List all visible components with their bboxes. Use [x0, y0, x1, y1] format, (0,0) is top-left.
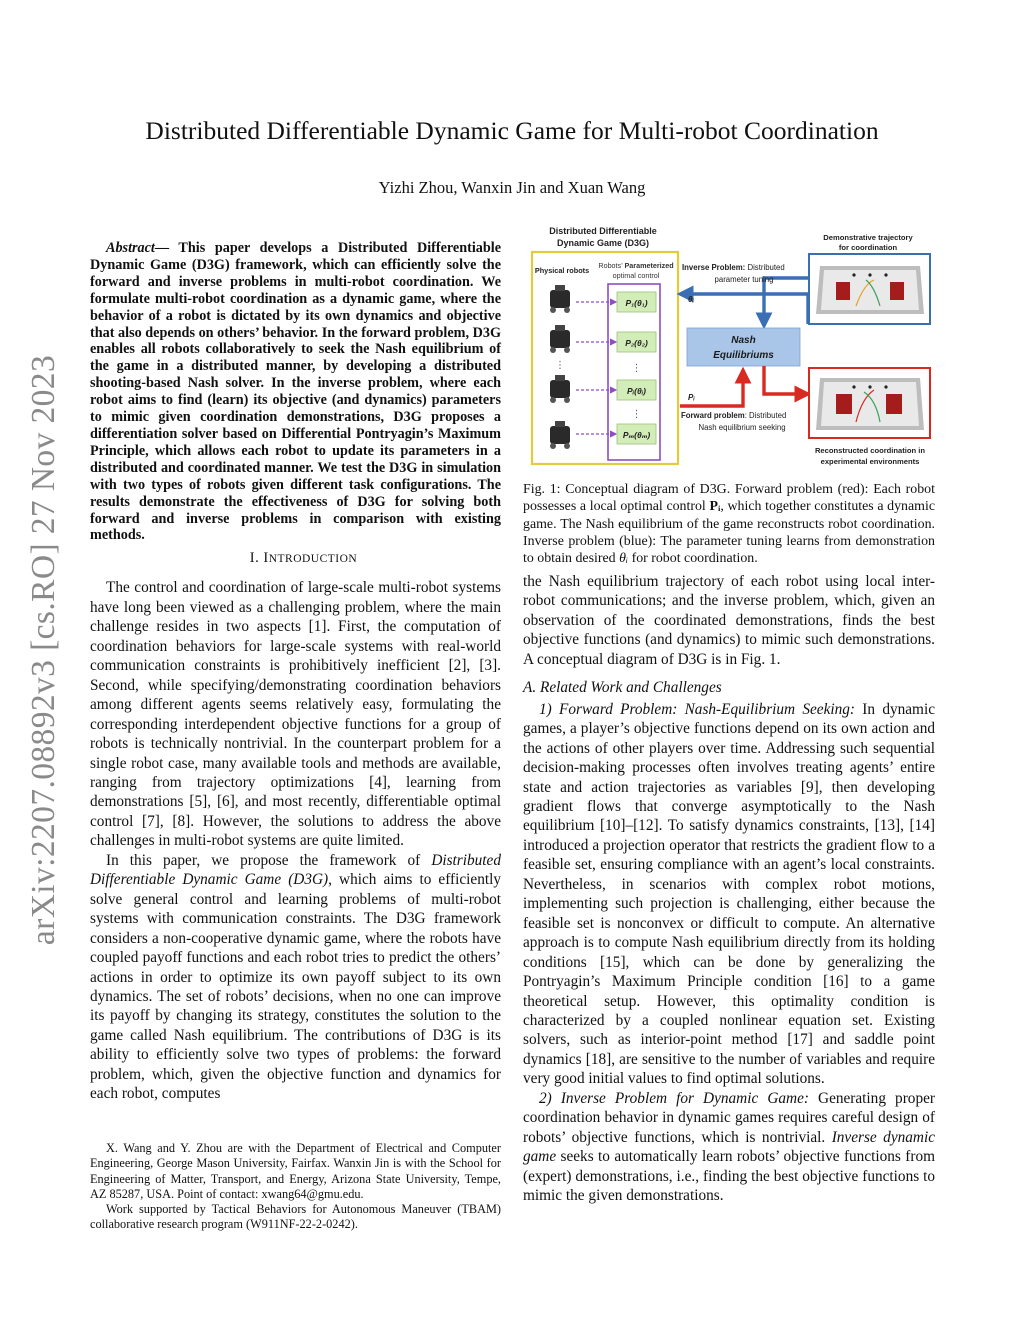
- reconstruction-scene-image: [809, 368, 930, 438]
- recon-title-line1: Reconstructed coordination in: [814, 446, 926, 455]
- figure-1-caption: Fig. 1: Conceptual diagram of D3G. Forward problem (red): Each robot possesses a local optimal control Pᵢ, which together constitutes a dynamic game. The Nash equilibrium of the game reconstructs robot coordination. Inverse problem (blue): The parameter tuning learns from demonstration to obtain desired θᵢ for robot coordination.: [523, 482, 935, 567]
- arxiv-identifier: [14, 350, 74, 950]
- arxiv-identifier-text: arXiv:2207.08892v3 [cs.RO] 27 Nov 2023: [25, 354, 62, 946]
- nash-label-line2: Equilibriums: [713, 350, 774, 361]
- theta-label: θᵢ: [688, 295, 694, 304]
- related-inverse-paragraph: 2) Inverse Problem for Dynamic Game: Generating proper coordination behavior in dynamic games requires careful design of robots’ objective functions, which is nontrivial. Inverse dynamic game seeks to automatically learn robots’ objective functions from (expert) demonstrations, i.e., finding the best objective functions to mimic the given demonstrations.: [523, 1089, 935, 1205]
- demonstration-scene-image: [809, 254, 930, 324]
- robot-2: [550, 325, 570, 353]
- forward-arrow-to-recon: [764, 366, 808, 394]
- right-column-text: [523, 572, 935, 1206]
- svg-text:⋮: ⋮: [631, 363, 642, 374]
- footnote: [90, 1141, 501, 1233]
- nash-label-line1: Nash: [731, 335, 756, 346]
- control-box-m: [617, 424, 656, 444]
- footnote-funding: Work supported by Tactical Behaviors for Autonomous Maneuver (TBAM) collaborative research program (W911NF-22-2-0242).: [90, 1202, 501, 1232]
- intro-paragraph-2: In this paper, we propose the framework of Distributed Differentiable Dynamic Game (D3G), which aims to efficiently solve general control and learning problems of multi-robot systems with communication constraints. The D3G framework considers a non-cooperative dynamic game, where the robots have coupled payoff functions and each robot tries to predict the others’ actions in order to optimize its own payoff subject to its own dynamics. The set of robots’ decisions, when no one can improve its payoff by changing its strategy, constitutes the solution to the game called Nash equilibrium. The contributions of D3G is its ability to efficiently solve two types of problems: the forward problem, which, given the objective function and dynamics for each robot, computes: [90, 851, 501, 1103]
- robot-i: [550, 375, 570, 403]
- control-box-i: [617, 380, 656, 400]
- section-heading-introduction: I. INTRODUCTION: [249, 550, 358, 566]
- inverse-arrow-to-params: [680, 294, 808, 324]
- demo-title-line1: Demonstrative trajectory: [823, 233, 913, 242]
- intro-paragraph-3: the Nash equilibrium trajectory of each robot using local inter-robot communications; and the inverse problem, which, given an observation of the coordinated demonstrations, finds the best objective functions (and dynamics) to mimic such demonstrations. A conceptual diagram of D3G is in Fig. 1.: [523, 573, 935, 668]
- robot-1: [550, 285, 570, 313]
- control-box-2: [617, 332, 656, 352]
- robot-m: [550, 421, 570, 449]
- forward-label-line2: Nash equilibrium seeking: [698, 423, 786, 432]
- intro-paragraph-1: The control and coordination of large-scale multi-robot systems have long been viewed as a challenging problem, where the main challenge resides in two aspects [1]. First, the computation of coordination behaviors for large-scale systems with real-world communication constraints is prohibitively inefficient [2], [3]. Second, while specifying/demonstrating coordination behaviors among different agents seems relatively easy, formulating the corresponding interdependent objective functions for a group of robots is technically nontrivial. In the counterpart problem for a single robot case, many available tools and methods are available, ranging from trajectory optimizations [4], learning from demonstrations [5], [6], and most recently, differentiable optimal control [7], [8]. However, the solutions to address the above challenges in multi-robot systems are quite limited.: [90, 579, 501, 850]
- svg-text:P₁(θ₁): P₁(θ₁): [625, 298, 648, 308]
- caption-label: Fig. 1:: [523, 482, 561, 497]
- abstract-text: — This paper develops a Distributed Differentiable Dynamic Game (D3G) framework, which can efficiently solve the forward and inverse problems in multi-robot coordination. We formulate multi-robot coordination as a dynamic game, where the behavior of a robot is dictated by its own dynamics and objective that also depends on others’ behavior. In the forward problem, D3G enables all robots collaboratively to seek the Nash equilibrium of the game in a distributed manner, by developing a distributed shooting-based Nash solver. In the inverse problem, where each robot aims to find (learn) its objective (and dynamics) parameters to mimic given coordination demonstrations, D3G proposes a differentiation solver based on Differential Pontryagin’s Maximum Principle, which allows each robot to update its parameters in a distributed and coordinated manner. We test the D3G in simulation with two types of robots given different task configurations. The results demonstrate the effectiveness of D3G for solving both forward and inverse problems in comparison with existing methods.: [90, 240, 501, 544]
- robot-ellipsis: ⋮: [555, 360, 565, 371]
- param-title-line1: Robots’ Parameterized: [598, 261, 674, 270]
- svg-text:⋮: ⋮: [631, 409, 642, 420]
- figure-1-diagram: [524, 222, 936, 474]
- physical-robots-label: Physical robots: [534, 266, 590, 275]
- inverse-label-line1: Inverse Problem: Distributed: [682, 263, 785, 272]
- footnote-affiliations: X. Wang and Y. Zhou are with the Department of Electrical and Computer Engineering, George Mason University, Fairfax. Wanxin Jin is with the School for Engineering of Matter, Transport, and Energy, Arizona State University, Tempe, AZ 85287, USA. Point of contact: xwang64@gmu.edu.: [90, 1141, 501, 1201]
- svg-text:Pₘ(θₘ): Pₘ(θₘ): [622, 430, 651, 440]
- demo-title-line2: for coordination: [838, 243, 898, 252]
- forward-label-line1: Forward problem: Distributed: [681, 411, 787, 420]
- inverse-label-line2: parameter tuning: [714, 275, 774, 284]
- svg-text:Pᵢ(θᵢ): Pᵢ(θᵢ): [627, 386, 646, 396]
- recon-title-line2: experimental environments: [820, 457, 920, 466]
- section-heading-related-work: A. Related Work and Challenges: [523, 679, 722, 697]
- d3g-title-line2: Dynamic Game (D3G): [556, 238, 650, 248]
- introduction-section: [90, 549, 501, 1104]
- p-label: Pᵢ: [688, 393, 695, 402]
- control-box-1: [617, 292, 656, 312]
- svg-text:P₂(θ₂): P₂(θ₂): [625, 338, 648, 348]
- paper-authors: Yizhi Zhou, Wanxin Jin and Xuan Wang: [378, 178, 646, 197]
- abstract: [90, 240, 501, 544]
- abstract-label: Abstract: [106, 240, 155, 256]
- related-forward-paragraph: 1) Forward Problem: Nash-Equilibrium Seeking: In dynamic games, a player’s objective functions depend on its own action and the actions of other players over time. Addressing such sequential decision-making processes often involves treating agents’ entire state and action trajectories as variables [9], then developing gradient flows that converge asymptotically to the Nash equilibrium [10]–[12]. To satisfy dynamics constraints, [13], [14] introduced a projection operator that restricts the gradient flow to a feasible set, ensuring compliance with an agent’s local constraints. Nevertheless, in scenarios with complex robot motions, implementing such projection is challenging, either because the feasible set is nonconvex or difficult to compute. An alternative approach is to compute Nash equilibrium directly from its holding conditions [15], which can be done by generalizing the Pontryagin’s Maximum Principle condition [16] to a game theoretical setup. However, this optimality condition is characterized by a coupled nonlinear equation set. Existing solvers, such as interior-point method [17] and saddle point dynamics [18], are sensitive to the number of variables and require very good initial values to find optimal solutions.: [523, 700, 935, 1088]
- param-title-line2: optimal control: [612, 271, 660, 280]
- d3g-title-line1: Distributed Differentiable: [549, 226, 657, 236]
- paper-title: Distributed Differentiable Dynamic Game for Multi-robot Coordination: [145, 116, 879, 145]
